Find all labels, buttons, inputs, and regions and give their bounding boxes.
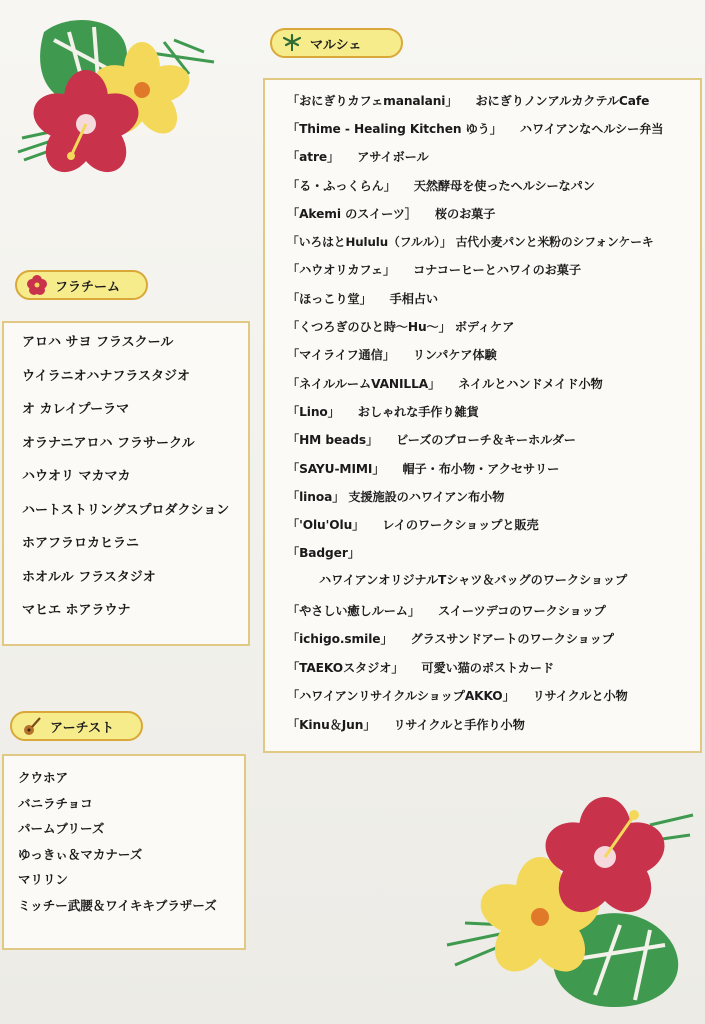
artist-item: パームブリーズ	[18, 821, 105, 836]
marche-item: 「HM beads」 ビーズのブローチ＆キーホルダー	[287, 433, 576, 447]
artist-item: バニラチョコ	[18, 796, 93, 811]
artist-item: ミッチー武腰＆ワイキキブラザーズ	[18, 898, 217, 913]
artist-item: クウホア	[18, 770, 69, 785]
marche-item: 「atre」 アサイボール	[287, 150, 429, 164]
marche-item: 「ハワイアンリサイクルショップAKKO」 リサイクルと小物	[287, 689, 628, 703]
artists-list-box	[2, 754, 246, 950]
hula-item: ホオルル フラスタジオ	[22, 570, 156, 585]
hula-list-box	[2, 321, 250, 646]
marche-item: 「linoa」 支援施設のハワイアン布小物	[287, 490, 505, 504]
marche-list-box	[263, 78, 702, 753]
marche-item: 「ichigo.smile」 グラスサンドアートのワークショップ	[287, 632, 614, 646]
hula-item: マヒエ ホアラウナ	[22, 603, 131, 618]
artist-item: ゆっきぃ＆マカナーズ	[18, 847, 143, 862]
marche-section-tag	[270, 28, 403, 58]
marche-item: 「'Olu'Olu」 レイのワークショップと販売	[287, 518, 539, 532]
marche-item: 「Lino」 おしゃれな手作り雑貨	[287, 405, 479, 419]
marche-item: 「いろはとHululu（フルル）」 古代小麦パンと米粉のシフォンケーキ	[287, 235, 654, 249]
hula-item: ハートストリングスプロダクション	[22, 503, 230, 518]
tropical-flowers-icon	[445, 795, 695, 1010]
hula-item: ウイラニオハナフラスタジオ	[22, 369, 190, 384]
marche-item: 「おにぎりカフェmanalani」 おにぎりノンアルカクテルCafe	[287, 94, 650, 108]
artists-section-tag	[10, 711, 143, 741]
hula-item: オラナニアロハ フラサークル	[22, 436, 195, 451]
marche-item: 「ネイルルームVANILLA」 ネイルとハンドメイド小物	[287, 377, 603, 391]
artist-item: マリリン	[18, 872, 69, 887]
marche-item: 「くつろぎのひと時～Hu～」 ボディケア	[287, 320, 515, 334]
marche-item: 「ハウオリカフェ」 コナコーヒーとハワイのお菓子	[287, 263, 581, 277]
marche-item: 「Kinu＆Jun」 リサイクルと手作り小物	[287, 718, 525, 732]
hula-section-tag	[15, 270, 148, 300]
ukulele-icon	[22, 716, 42, 736]
marche-item: 「ほっこり堂」 手相占い	[287, 292, 438, 306]
hula-item: ハウオリ マカマカ	[22, 469, 131, 484]
artists-title: アーチスト	[50, 720, 115, 736]
marche-item: 「る・ふっくらん」 天然酵母を使ったヘルシーなパン	[287, 179, 595, 193]
marche-item: 「SAYU-MIMI」 帽子・布小物・アクセサリー	[287, 462, 560, 476]
hibiscus-icon	[27, 275, 47, 295]
marche-item: 「TAEKOスタジオ」 可愛い猫のポストカード	[287, 661, 555, 675]
marche-item: 「やさしい癒しルーム」 スイーツデコのワークショップ	[287, 604, 606, 618]
marche-item: 「Akemi のスイーツ］ 桜のお菓子	[287, 207, 496, 221]
tropical-flowers-icon	[14, 12, 220, 182]
palm-leaf-icon	[282, 33, 302, 53]
marche-item: 「マイライフ通信」 リンパケア体験	[287, 348, 497, 362]
hula-item: ホアフラロカヒラニ	[22, 536, 140, 551]
hula-title: フラチーム	[55, 279, 121, 295]
marche-item: 「Badger」 ハワイアンオリジナルTシャツ＆バッグのワークショップ	[287, 546, 628, 587]
marche-item: 「Thime - Healing Kitchen ゆう」 ハワイアンなヘルシー弁当	[287, 122, 664, 136]
marche-title: マルシェ	[310, 37, 362, 53]
hula-item: オ カレイプーラマ	[22, 402, 130, 417]
hula-item: アロハ サヨ フラスクール	[22, 335, 174, 350]
